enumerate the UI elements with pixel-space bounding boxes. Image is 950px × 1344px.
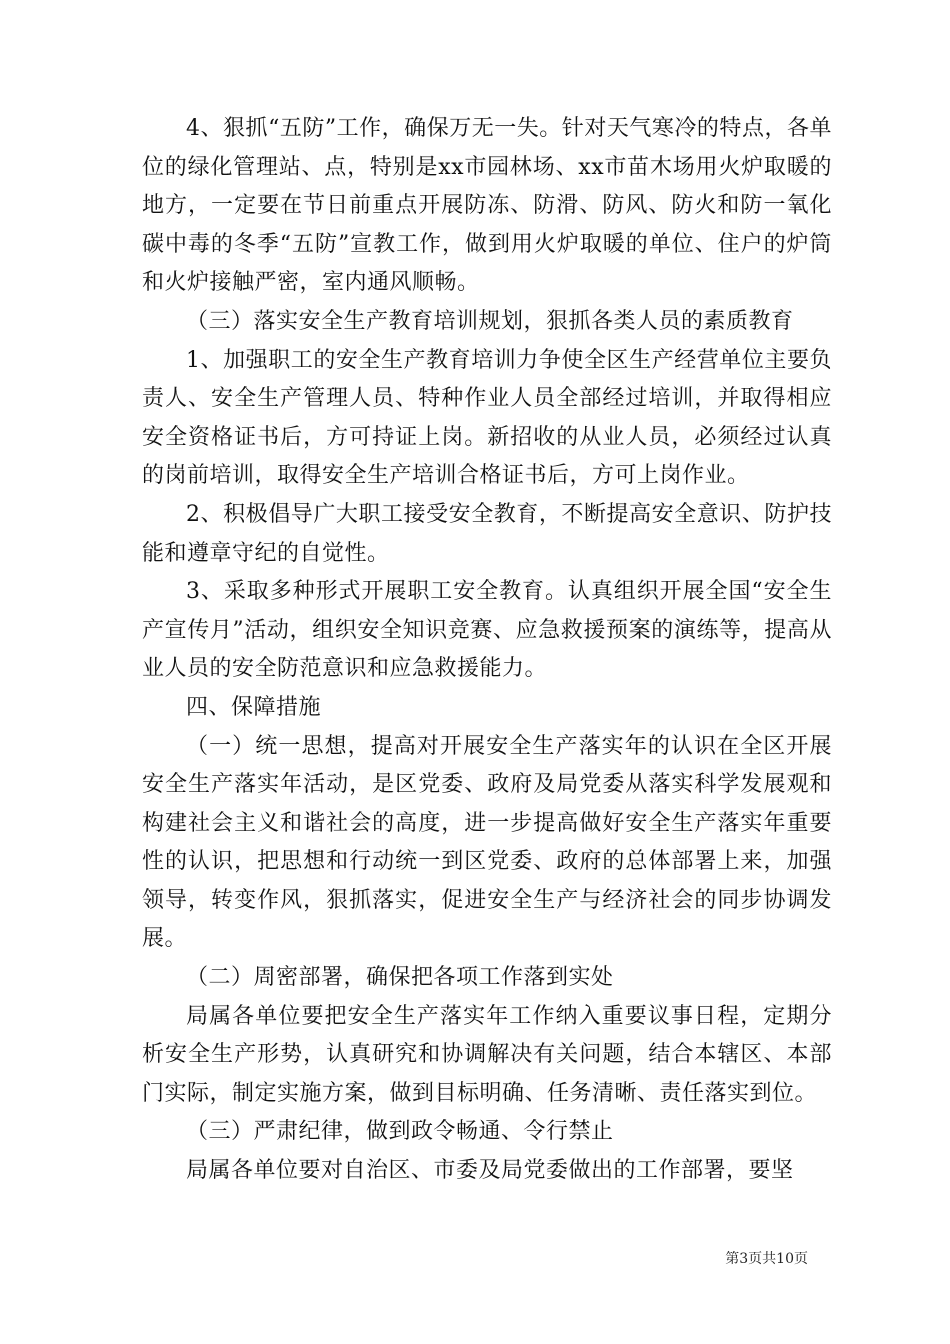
paragraph-education-forms: 3、采取多种形式开展职工安全教育。认真组织开展全国“安全生产宣传月”活动，组织安全知识竞赛、应急救援预案的演练等，提高从业人员的安全防范意识和应急救援能力。	[142, 579, 832, 682]
heading-strict-discipline: （三）严肃纪律，做到政令畅通、令行禁止	[186, 1119, 614, 1145]
paragraph-training: 1、加强职工的安全生产教育培训力争使全区生产经营单位主要负责人、安全生产管理人员、特种作业人员全部经过培训，并取得相应安全资格证书后，方可持证上岗。新招收的从业人员，必须经过认真的岗前培训，取得安全生产培训合格证书后，方可上岗作业。	[142, 347, 832, 489]
page-number: 第3页共10页	[725, 1251, 808, 1267]
paragraph-discipline: 局属各单位要对自治区、市委及局党委做出的工作部署，要坚	[186, 1158, 794, 1184]
document-body	[142, 110, 832, 1191]
paragraph-wufang: 4、狠抓“五防”工作，确保万无一失。针对天气寒冷的特点，各单位的绿化管理站、点，特别是xx市园林场、xx市苗木场用火炉取暖的地方，一定要在节日前重点开展防冻、防滑、防风、防火和防一氧化碳中毒的冬季“五防”宣教工作，做到用火炉取暖的单位、住户的炉筒和火炉接触严密，室内通风顺畅。	[142, 116, 832, 296]
heading-safety-education: （三）落实安全生产教育培训规划，狠抓各类人员的素质教育	[186, 308, 794, 334]
paragraph-deployment: 局属各单位要把安全生产落实年工作纳入重要议事日程，定期分析安全生产形势，认真研究和协调解决有关问题，结合本辖区、本部门实际，制定实施方案，做到目标明确、任务清晰、责任落实到位。	[142, 1003, 832, 1106]
paragraph-awareness: 2、积极倡导广大职工接受安全教育，不断提高安全意识、防护技能和遵章守纪的自觉性。	[142, 501, 832, 566]
heading-guarantee-measures: 四、保障措施	[186, 694, 322, 720]
heading-careful-deployment: （二）周密部署，确保把各项工作落到实处	[186, 965, 614, 991]
paragraph-unify-thinking: （一）统一思想，提高对开展安全生产落实年的认识在全区开展安全生产落实年活动，是区党委、政府及局党委从落实科学发展观和构建社会主义和谐社会的高度，进一步提高做好安全生产落实年重要性的认识，把思想和行动统一到区党委、政府的总体部署上来，加强领导，转变作风，狠抓落实，促进安全生产与经济社会的同步协调发展。	[142, 733, 832, 952]
